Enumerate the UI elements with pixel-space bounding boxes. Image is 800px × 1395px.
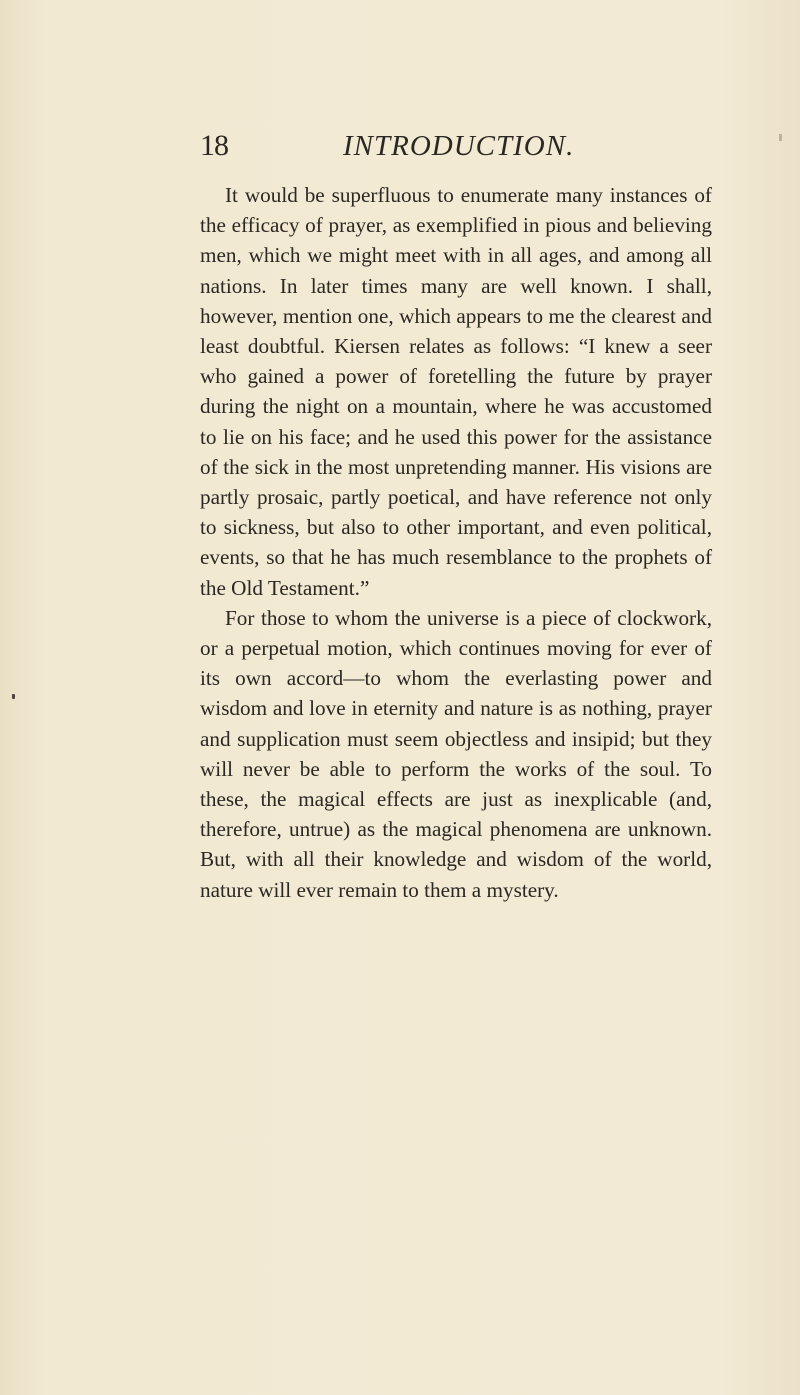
running-head: INTRODUCTION. [343,130,575,162]
paragraph-1: It would be superfluous to enumerate many instances of the efficacy of prayer, as exemplified in pious and believing men, which we might meet with in all ages, and among all nations. In later times many are well known. I shall, however, mention one, which appears to me the clearest and least doubtful. Kiersen relates as follows: “I knew a seer who gained a power of foretelling the future by prayer during the night on a mountain, where he was accustomed to lie on his face; and he used this power for the assistance of the sick in the most unpretending manner. His visions are partly prosaic, partly poetical, and have reference not only to sickness, but also to other important, and even political, events, so that he has much resemblance to the prophets of the Old Testament.” [200,183,712,600]
body-text [200,180,712,905]
page-number: 18 [200,129,228,162]
page-header [200,128,620,168]
margin-mark [12,694,15,699]
page-speck [779,134,782,141]
paragraph-2: For those to whom the universe is a piece of clockwork, or a perpetual motion, which continues moving for ever of its own accord—to whom the everlasting power and wisdom and love in eternity and nature is as nothing, prayer and supplication must seem objectless and insipid; but they will never be able to perform the works of the soul. To these, the magical effects are just as inexplicable (and, therefore, untrue) as the magical phenomena are unknown. But, with all their knowledge and wisdom of the world, nature will ever remain to them a mystery. [200,605,712,902]
